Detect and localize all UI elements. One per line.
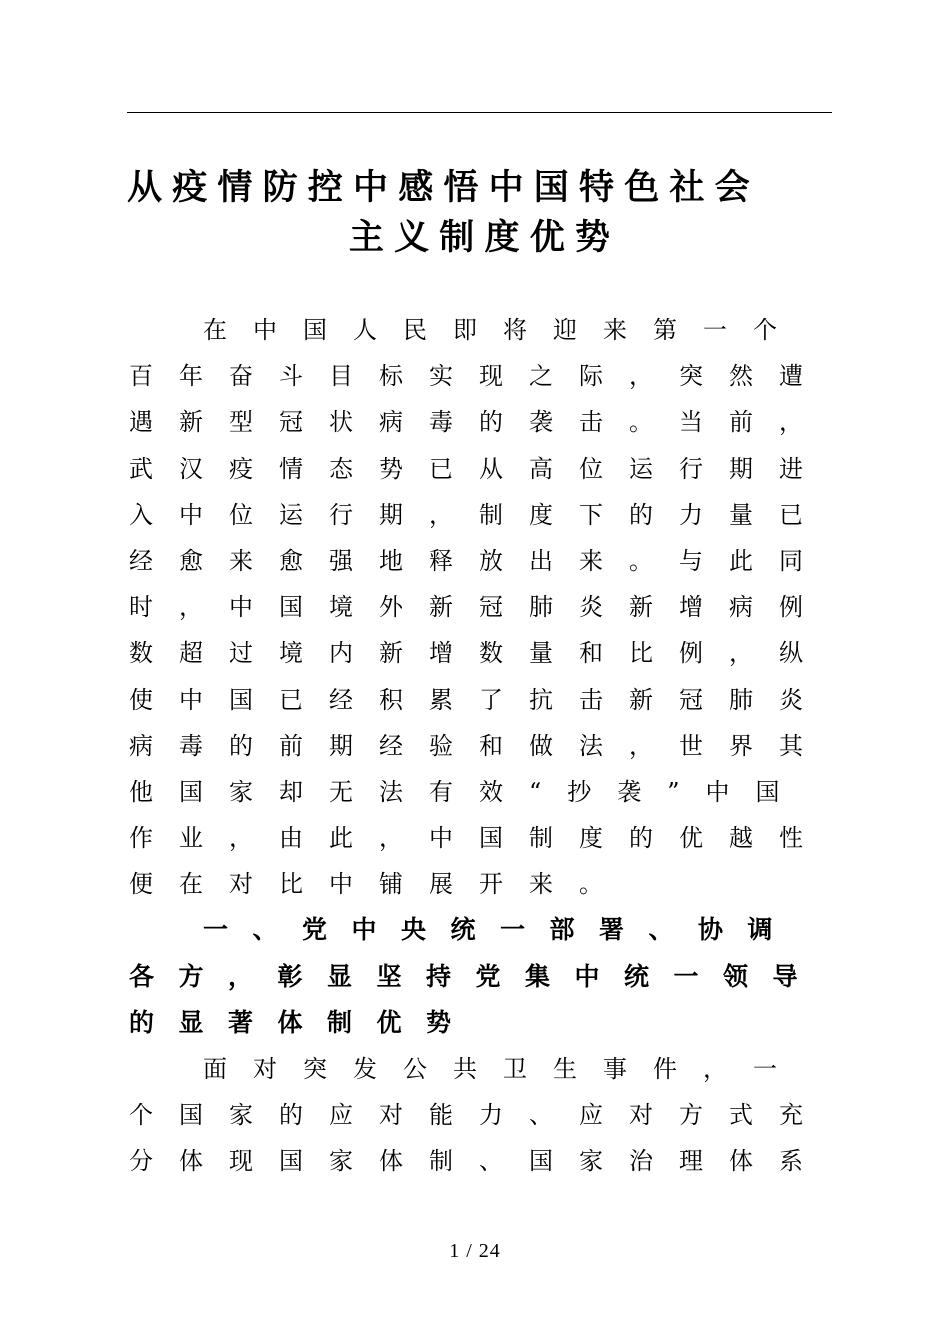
text-line: 面对突发公共卫生事件，一 (203, 1055, 803, 1083)
text-line: 病毒的前期经验和做法，世界其 (129, 731, 829, 760)
heading-line: 的显著体制优势 (129, 1007, 476, 1037)
text-line: 经愈来愈强地释放出来。与此同 (129, 546, 829, 575)
title-line-1: 从疫情防控中感悟中国特色社会 (127, 168, 760, 208)
text-line: 他国家却无法有效“抄袭”中国 (129, 777, 806, 806)
text-line: 便在对比中铺展开来。 (129, 870, 629, 899)
text-line: 作业，由此，中国制度的优越性 (129, 824, 829, 853)
text-line: 使中国已经积累了抗击新冠肺炎 (129, 685, 829, 714)
intro-paragraph (129, 307, 829, 907)
text-line: 个国家的应对能力、应对方式充 (129, 1101, 829, 1130)
title-line-2: 主义制度优势 (348, 218, 621, 258)
page-number: 1 / 24 (449, 1240, 501, 1262)
text-line: 在中国人民即将迎来第一个 (203, 316, 803, 344)
text-line: 分体现国家体制、国家治理体系 (129, 1147, 829, 1176)
section-paragraph (129, 1046, 829, 1185)
text-line: 遇新型冠状病毒的袭击。当前， (129, 408, 829, 437)
text-line: 入中位运行期，制度下的力量已 (129, 500, 829, 529)
text-line: 百年奋斗目标实现之际，突然遭 (129, 362, 829, 391)
heading-line: 一、党中央统一部署、协调 (203, 915, 798, 945)
document-title (127, 163, 832, 263)
section-heading (129, 907, 823, 1046)
heading-line: 各方，彰显坚持党集中统一领导 (129, 961, 823, 991)
document-body (129, 307, 829, 1185)
text-line: 武汉疫情态势已从高位运行期进 (129, 454, 829, 483)
text-line: 数超过境内新增数量和比例，纵 (129, 639, 829, 668)
header-rule (127, 112, 832, 113)
text-line: 时，中国境外新冠肺炎新增病例 (129, 593, 829, 622)
